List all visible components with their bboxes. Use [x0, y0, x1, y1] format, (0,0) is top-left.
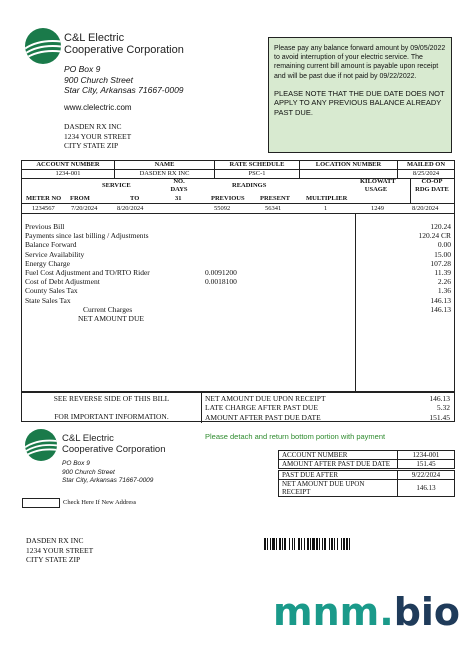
meter-no-label: METER NO — [26, 195, 62, 202]
company-po-box: PO Box 9 — [64, 64, 101, 74]
line-item-row — [25, 222, 451, 231]
summary-rows — [205, 394, 450, 422]
stub-company-name-line2: Cooperative Corporation — [62, 443, 166, 455]
stub-label: AMOUNT AFTER PAST DUE DATE — [279, 460, 398, 469]
watermark-part2: bio — [393, 590, 461, 634]
summary-amount: 5.32 — [436, 403, 450, 413]
kilowatt-usage-label: KILOWATT USAGE — [360, 178, 396, 193]
stub-company-name-line1: C&L Electric — [62, 433, 114, 444]
name-value: DASDEN RX INC — [115, 170, 215, 179]
line-item-label: Previous Bill — [25, 222, 65, 231]
stub-po-box: PO Box 9 — [62, 460, 90, 467]
line-item-label: Energy Charge — [25, 258, 70, 268]
line-item-amount: 146.13 — [430, 295, 451, 305]
days-value: 31 — [175, 195, 182, 202]
stub-customer-city: CITY STATE ZIP — [26, 555, 81, 564]
line-item-amount: 2.26 — [437, 277, 451, 287]
summary-amount: 146.13 — [429, 394, 450, 403]
account-number-value: 1234-001 — [22, 170, 115, 179]
stub-table-bottom — [278, 470, 455, 497]
customer-street: 1234 YOUR STREET — [64, 131, 132, 141]
stub-logo-icon — [25, 429, 57, 461]
stub-label: ACCOUNT NUMBER — [279, 451, 398, 460]
coop-date-value: 8/20/2024 — [412, 205, 439, 212]
line-item-amount: 15.00 — [434, 249, 451, 259]
summary-label: LATE CHARGE AFTER PAST DUE — [205, 403, 318, 413]
multiplier-label: MULTIPLIER — [306, 195, 348, 202]
previous-value: 55092 — [214, 205, 231, 212]
summary-divider — [201, 393, 202, 423]
stub-value: 1234-001 — [398, 451, 455, 460]
notice-paragraph-2: PLEASE NOTE THAT THE DUE DATE DOES NOT APPLY TO ANY PREVIOUS BALANCE ALREADY PAST DUE. — [274, 88, 445, 117]
payment-notice — [268, 37, 452, 153]
line-item-amount: 0.00 — [437, 240, 451, 250]
new-address-label: Check Here If New Address — [63, 499, 137, 506]
header-mailed-on: MAILED ON — [398, 161, 455, 170]
present-value: 56341 — [265, 205, 282, 212]
stub-street: 900 Church Street — [62, 468, 115, 476]
stub-value: 9/22/2024 — [398, 471, 455, 480]
net-amount-due-row — [25, 314, 451, 323]
company-name-line2: Cooperative Corporation — [64, 44, 184, 56]
line-item-amount: 1.36 — [437, 286, 451, 296]
header-name: NAME — [115, 161, 215, 170]
stub-company-address — [62, 460, 153, 486]
line-item-label: Service Availability — [25, 249, 85, 259]
company-address — [64, 64, 184, 96]
company-website[interactable]: www.clelectric.com — [64, 103, 132, 112]
header-rate-schedule: RATE SCHEDULE — [215, 161, 300, 170]
to-value: 8/20/2024 — [117, 205, 144, 212]
company-logo-icon — [25, 28, 61, 64]
line-item-label: Cost of Debt Adjustment — [25, 277, 100, 287]
line-item-label: County Sales Tax — [25, 286, 78, 296]
watermark-part1: mnm. — [273, 590, 394, 634]
reverse-side-line1: SEE REVERSE SIDE OF THIS BILL — [53, 394, 170, 403]
company-city: Star City, Arkansas 71667-0009 — [64, 85, 184, 95]
present-label: PRESENT — [260, 195, 290, 202]
line-items — [25, 222, 451, 323]
stub-company-name — [62, 434, 166, 455]
line-item-amount: 120.24 CR — [418, 231, 451, 241]
net-amount-due-label: NET AMOUNT DUE — [78, 313, 144, 323]
summary-amount: 151.45 — [429, 412, 450, 422]
barcode-bar — [350, 538, 352, 550]
line-item-row — [25, 240, 451, 249]
customer-name: DASDEN RX INC — [64, 122, 122, 131]
watermark-logo — [273, 590, 460, 634]
stub-customer-street: 1234 YOUR STREET — [26, 545, 94, 555]
stub-row — [279, 460, 455, 469]
line-item-row — [25, 286, 451, 295]
header-location-number: LOCATION NUMBER — [300, 161, 398, 170]
new-address-checkbox[interactable] — [22, 498, 60, 508]
meter-no-value: 1234567 — [32, 205, 55, 212]
from-value: 7/20/2024 — [71, 205, 98, 212]
no-days-label: NO. DAYS — [170, 178, 188, 193]
service-label: SERVICE — [102, 182, 131, 189]
stub-label: PAST DUE AFTER — [279, 471, 398, 480]
service-header — [21, 178, 455, 204]
stub-row — [279, 451, 455, 460]
account-header-row — [22, 161, 455, 170]
detach-instruction: Please detach and return bottom portion with payment — [205, 432, 386, 441]
company-street: 900 Church Street — [64, 74, 133, 85]
meter-row — [21, 204, 455, 214]
usage-value: 1249 — [371, 205, 384, 212]
stub-value: 151.45 — [398, 460, 455, 469]
line-item-rate: 0.0018100 — [205, 277, 237, 287]
line-item-row — [25, 231, 451, 240]
readings-label: READINGS — [232, 182, 267, 189]
line-item-row — [25, 250, 451, 259]
line-item-row — [25, 296, 451, 305]
stub-row — [279, 471, 455, 480]
summary-block — [21, 392, 455, 422]
stub-row — [279, 480, 455, 497]
line-item-label: Balance Forward — [25, 240, 77, 250]
account-header-table — [21, 160, 455, 179]
reverse-side-line2: FOR IMPORTANT INFORMATION. — [54, 412, 169, 421]
current-charges-label: Current Charges — [83, 304, 133, 314]
customer-city: CITY STATE ZIP — [64, 141, 119, 150]
stub-city: Star City, Arkansas 71667-0009 — [62, 477, 154, 484]
stub-customer-address — [26, 536, 93, 565]
payment-barcode — [264, 538, 450, 550]
header-account-number: ACCOUNT NUMBER — [22, 161, 115, 170]
stub-table-top — [278, 450, 455, 469]
notice-paragraph-1: Please pay any balance forward amount by 09/05/2022 to avoid interruption of your electric service. The remaining current bill amount is payable upon receipt and will be past due if not paid by 09/22/2022. — [274, 45, 446, 80]
multiplier-value: 1 — [324, 205, 328, 212]
from-label: FROM — [70, 195, 90, 202]
summary-row — [205, 403, 450, 412]
company-name-line1: C&L Electric — [64, 32, 125, 44]
line-item-amount: 120.24 — [430, 222, 451, 231]
line-item-row — [25, 268, 451, 277]
line-item-label: State Sales Tax — [25, 295, 71, 305]
stub-label: NET AMOUNT DUE UPON RECEIPT — [279, 480, 398, 497]
current-charges-row — [25, 305, 451, 314]
line-item-label: Fuel Cost Adjustment and TO/RTO Rider — [25, 267, 150, 277]
company-name — [64, 32, 184, 56]
current-charges-amount: 146.13 — [430, 304, 451, 314]
summary-row — [205, 394, 450, 403]
customer-address — [64, 122, 131, 151]
line-item-row — [25, 259, 451, 268]
stub-customer-name: DASDEN RX INC — [26, 536, 84, 545]
previous-label: PREVIOUS — [211, 195, 245, 202]
summary-row — [205, 413, 450, 422]
coop-divider — [410, 178, 411, 204]
summary-label: NET AMOUNT DUE UPON RECEIPT — [205, 394, 326, 403]
coop-rdg-date-label: CO-OP RDG DATE — [415, 178, 449, 193]
line-item-row — [25, 277, 451, 286]
to-label: TO — [130, 195, 140, 202]
mailed-on-value: 8/25/2024 — [398, 170, 455, 179]
stub-value: 146.13 — [398, 480, 455, 497]
line-item-rate: 0.0091200 — [205, 267, 237, 277]
rate-schedule-value: PSC-1 — [215, 170, 300, 179]
line-item-label: Payments since last billing / Adjustments — [25, 231, 149, 241]
line-item-amount: 11.39 — [434, 267, 451, 277]
line-item-amount: 107.28 — [430, 258, 451, 268]
summary-label: AMOUNT AFTER PAST DUE DATE — [205, 412, 321, 422]
